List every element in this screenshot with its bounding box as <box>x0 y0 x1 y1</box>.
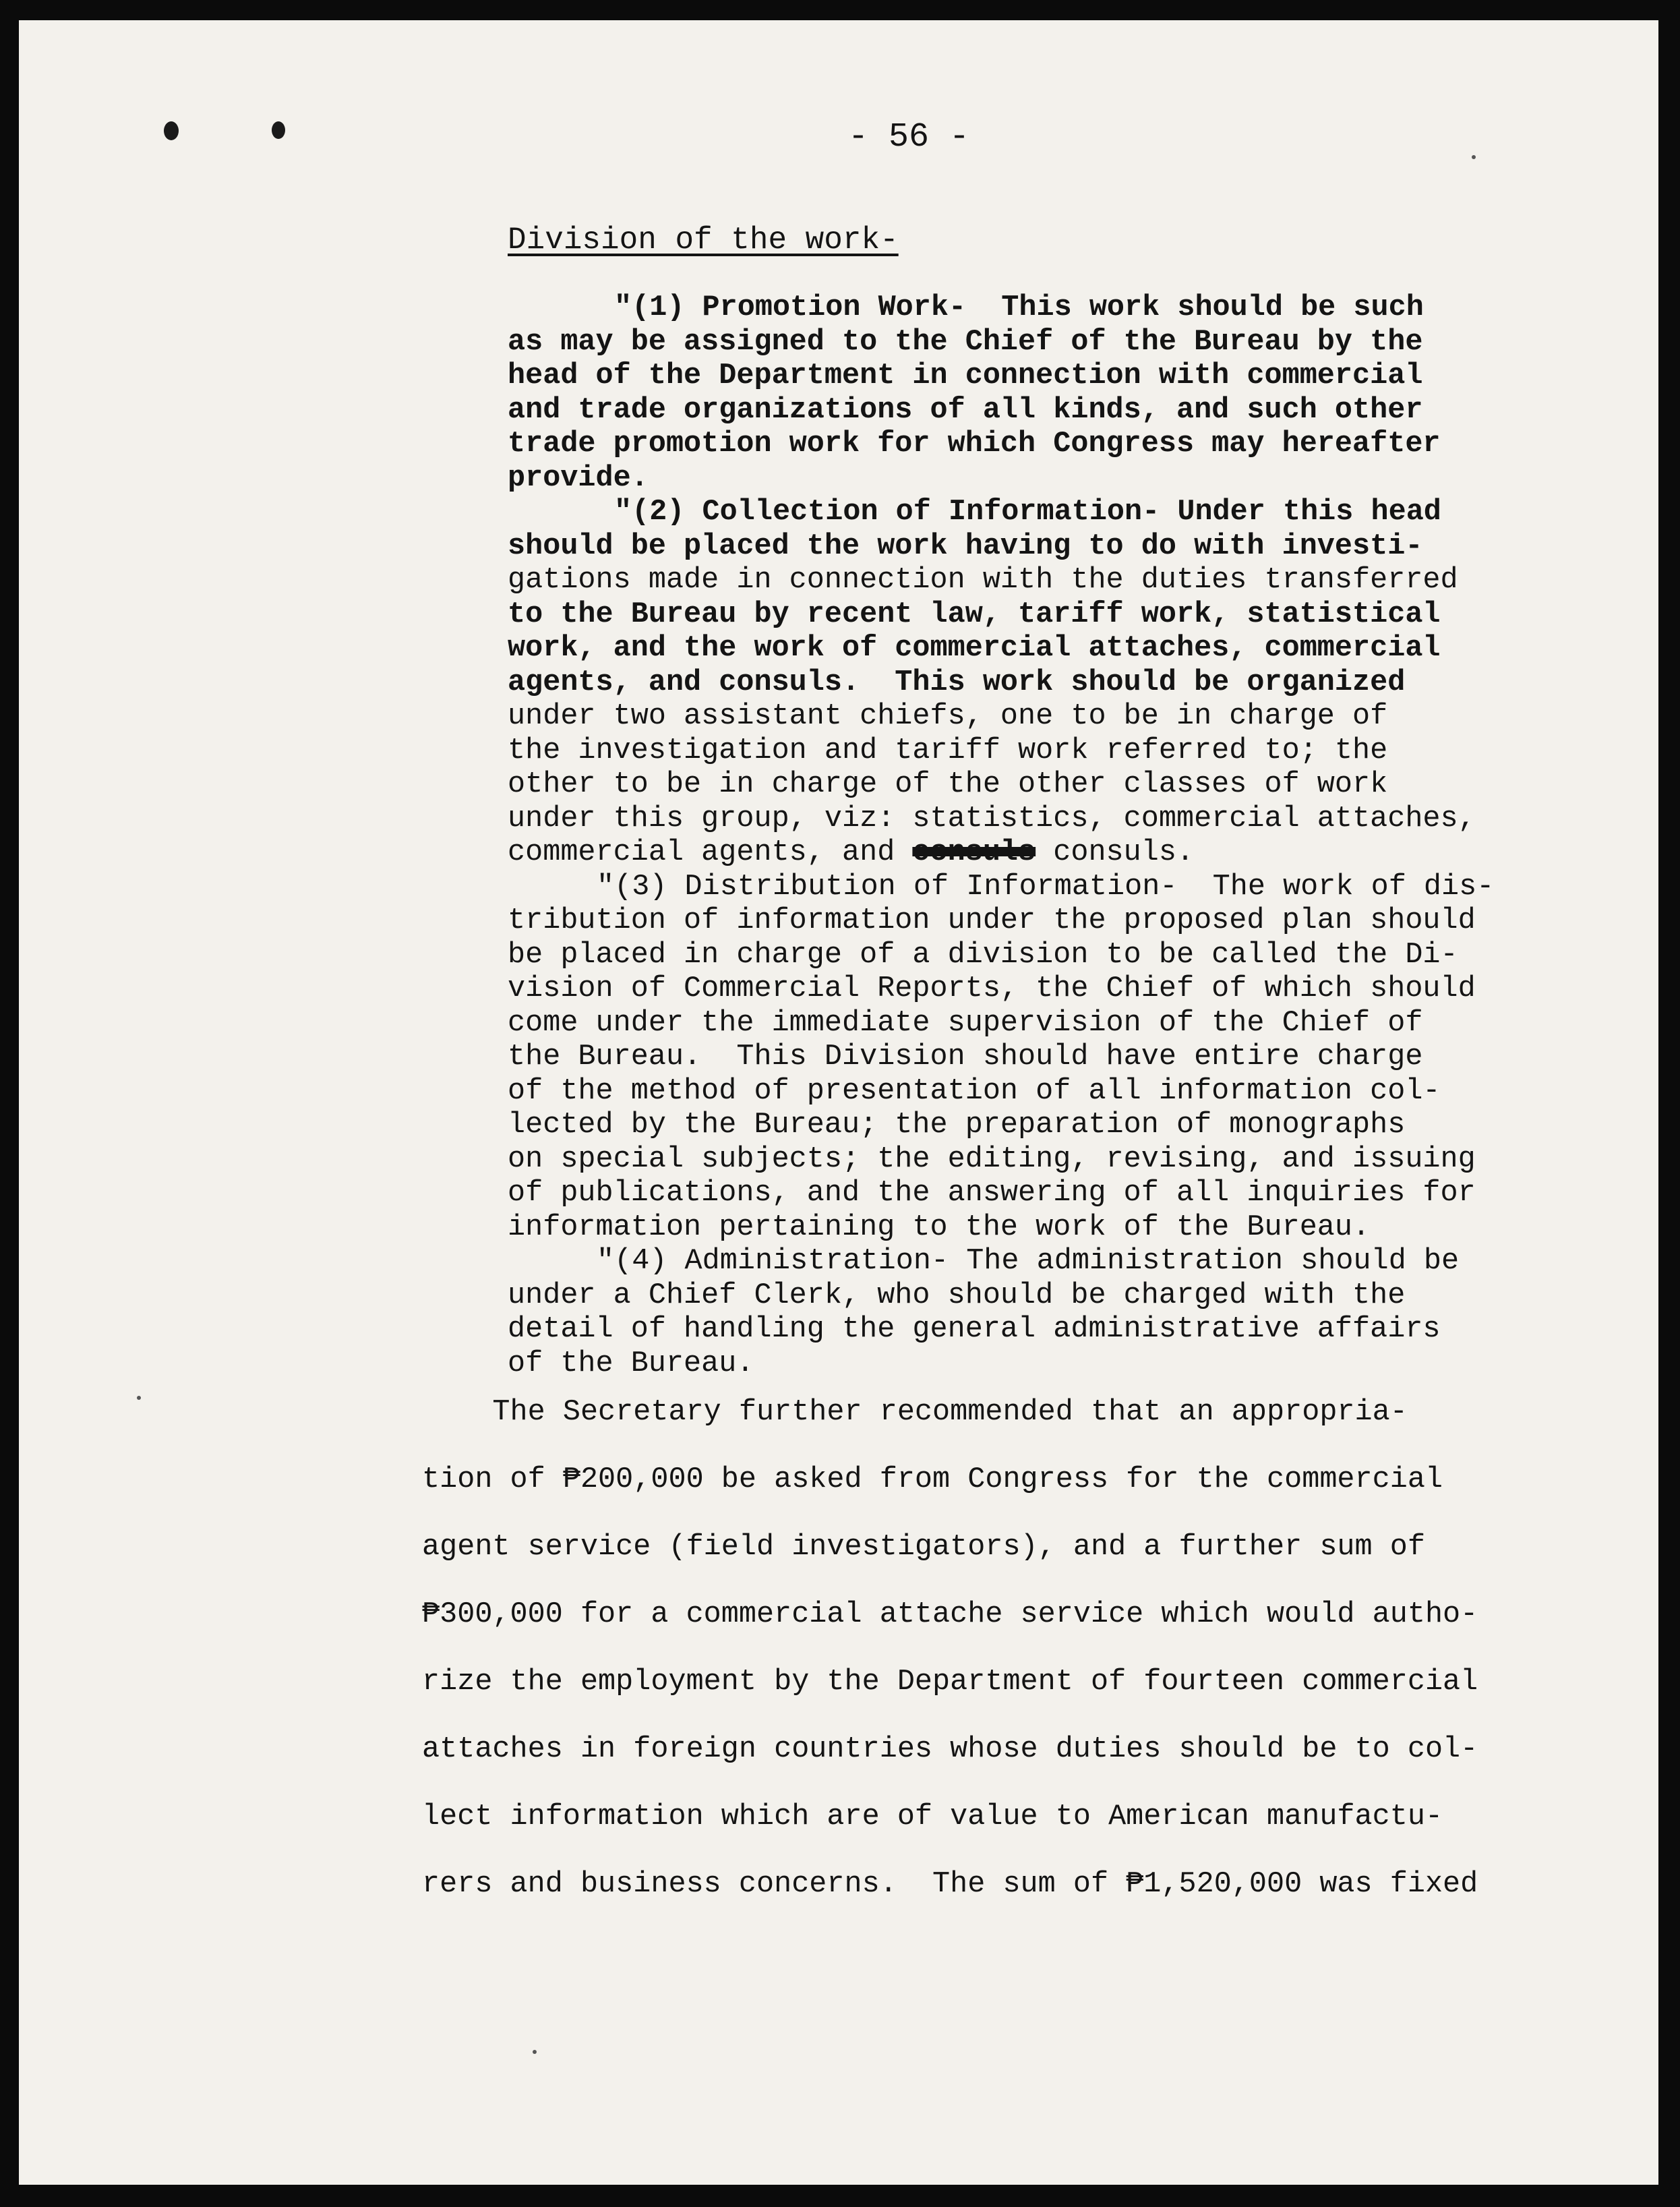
quote-line: other to be in charge of the other classes of work <box>508 768 1388 801</box>
quote-line: to the Bureau by recent law, tariff work, statistical <box>508 597 1441 631</box>
quote-line: the Bureau. This Division should have entire charge <box>508 1040 1423 1073</box>
quote-line: "(1) Promotion Work- This work should be such <box>614 291 1424 324</box>
body-line: tion of ₱200,000 be asked from Congress for the commercial <box>422 1463 1443 1496</box>
body-paragraph <box>422 1396 1568 1935</box>
punch-mark <box>272 121 285 139</box>
quote-line-end: consuls. <box>1036 836 1195 869</box>
quote-line: under this group, viz: statistics, commercial attaches, <box>508 802 1476 835</box>
quote-line: and trade organizations of all kinds, and such other <box>508 393 1423 427</box>
quote-line: information pertaining to the work of the Bureau. <box>508 1210 1371 1244</box>
speck <box>533 2050 537 2054</box>
document-page <box>19 20 1658 2185</box>
quote-line: come under the immediate supervision of the Chief of <box>508 1006 1423 1040</box>
speck <box>1472 155 1476 159</box>
quote-line-start: commercial agents, and <box>508 836 913 869</box>
quote-line <box>508 836 1559 871</box>
quote-line: trade promotion work for which Congress may hereafter <box>508 428 1441 461</box>
quote-line: "(3) Distribution of Information- The work of dis- <box>597 870 1495 904</box>
body-line: The Secretary further recommended that an appropria- <box>422 1396 1408 1429</box>
body-line: lect information which are of value to American manufactu- <box>422 1800 1443 1833</box>
quote-line: "(4) Administration- The administration should be <box>597 1245 1460 1278</box>
body-line: ₱300,000 for a commercial attache service which would autho- <box>422 1598 1478 1631</box>
quote-line: tribution of information under the proposed plan should <box>508 904 1476 937</box>
quote-line: the investigation and tariff work referred to; the <box>508 734 1388 767</box>
body-line: rers and business concerns. The sum of ₱1,520,000 was fixed <box>422 1868 1478 1901</box>
body-line: attaches in foreign countries whose duties should be to col- <box>422 1733 1478 1766</box>
quote-line: of the method of presentation of all information col- <box>508 1074 1441 1108</box>
quote-line: on special subjects; the editing, revising, and issuing <box>508 1142 1476 1176</box>
quote-line: under two assistant chiefs, one to be in charge of <box>508 700 1388 733</box>
quote-line: under a Chief Clerk, who should be charged with the <box>508 1278 1406 1312</box>
quote-line: "(2) Collection of Information- Under this head <box>614 496 1441 529</box>
speck <box>137 1396 141 1400</box>
quote-line: detail of handling the general administrative affairs <box>508 1313 1441 1346</box>
quote-line: of publications, and the answering of all inquiries for <box>508 1177 1476 1210</box>
quote-line: work, and the work of commercial attaches, commercial <box>508 632 1441 665</box>
quote-line: be placed in charge of a division to be called the Di- <box>508 938 1458 972</box>
section-heading: Division of the work- <box>508 223 899 258</box>
quote-line: provide. <box>508 461 649 495</box>
body-line: agent service (field investigators), and a further sum of <box>422 1531 1425 1564</box>
quoted-recommendations <box>508 291 1559 1381</box>
quote-line: head of the Department in connection with commercial <box>508 359 1423 392</box>
quote-line: agents, and consuls. This work should be organized <box>508 666 1406 699</box>
quote-line: of the Bureau. <box>508 1347 754 1380</box>
quote-line: lected by the Bureau; the preparation of monographs <box>508 1109 1406 1142</box>
quote-line: gations made in connection with the duties transferred <box>508 564 1458 597</box>
struck-out-word: consuls <box>912 836 1036 869</box>
punch-mark <box>164 121 179 140</box>
quote-line: as may be assigned to the Chief of the Bureau by the <box>508 325 1423 359</box>
page-number: - 56 - <box>848 118 970 156</box>
quote-line: vision of Commercial Reports, the Chief of which should <box>508 972 1476 1005</box>
quote-line: should be placed the work having to do with investi- <box>508 529 1423 563</box>
body-line: rize the employment by the Department of fourteen commercial <box>422 1666 1478 1699</box>
